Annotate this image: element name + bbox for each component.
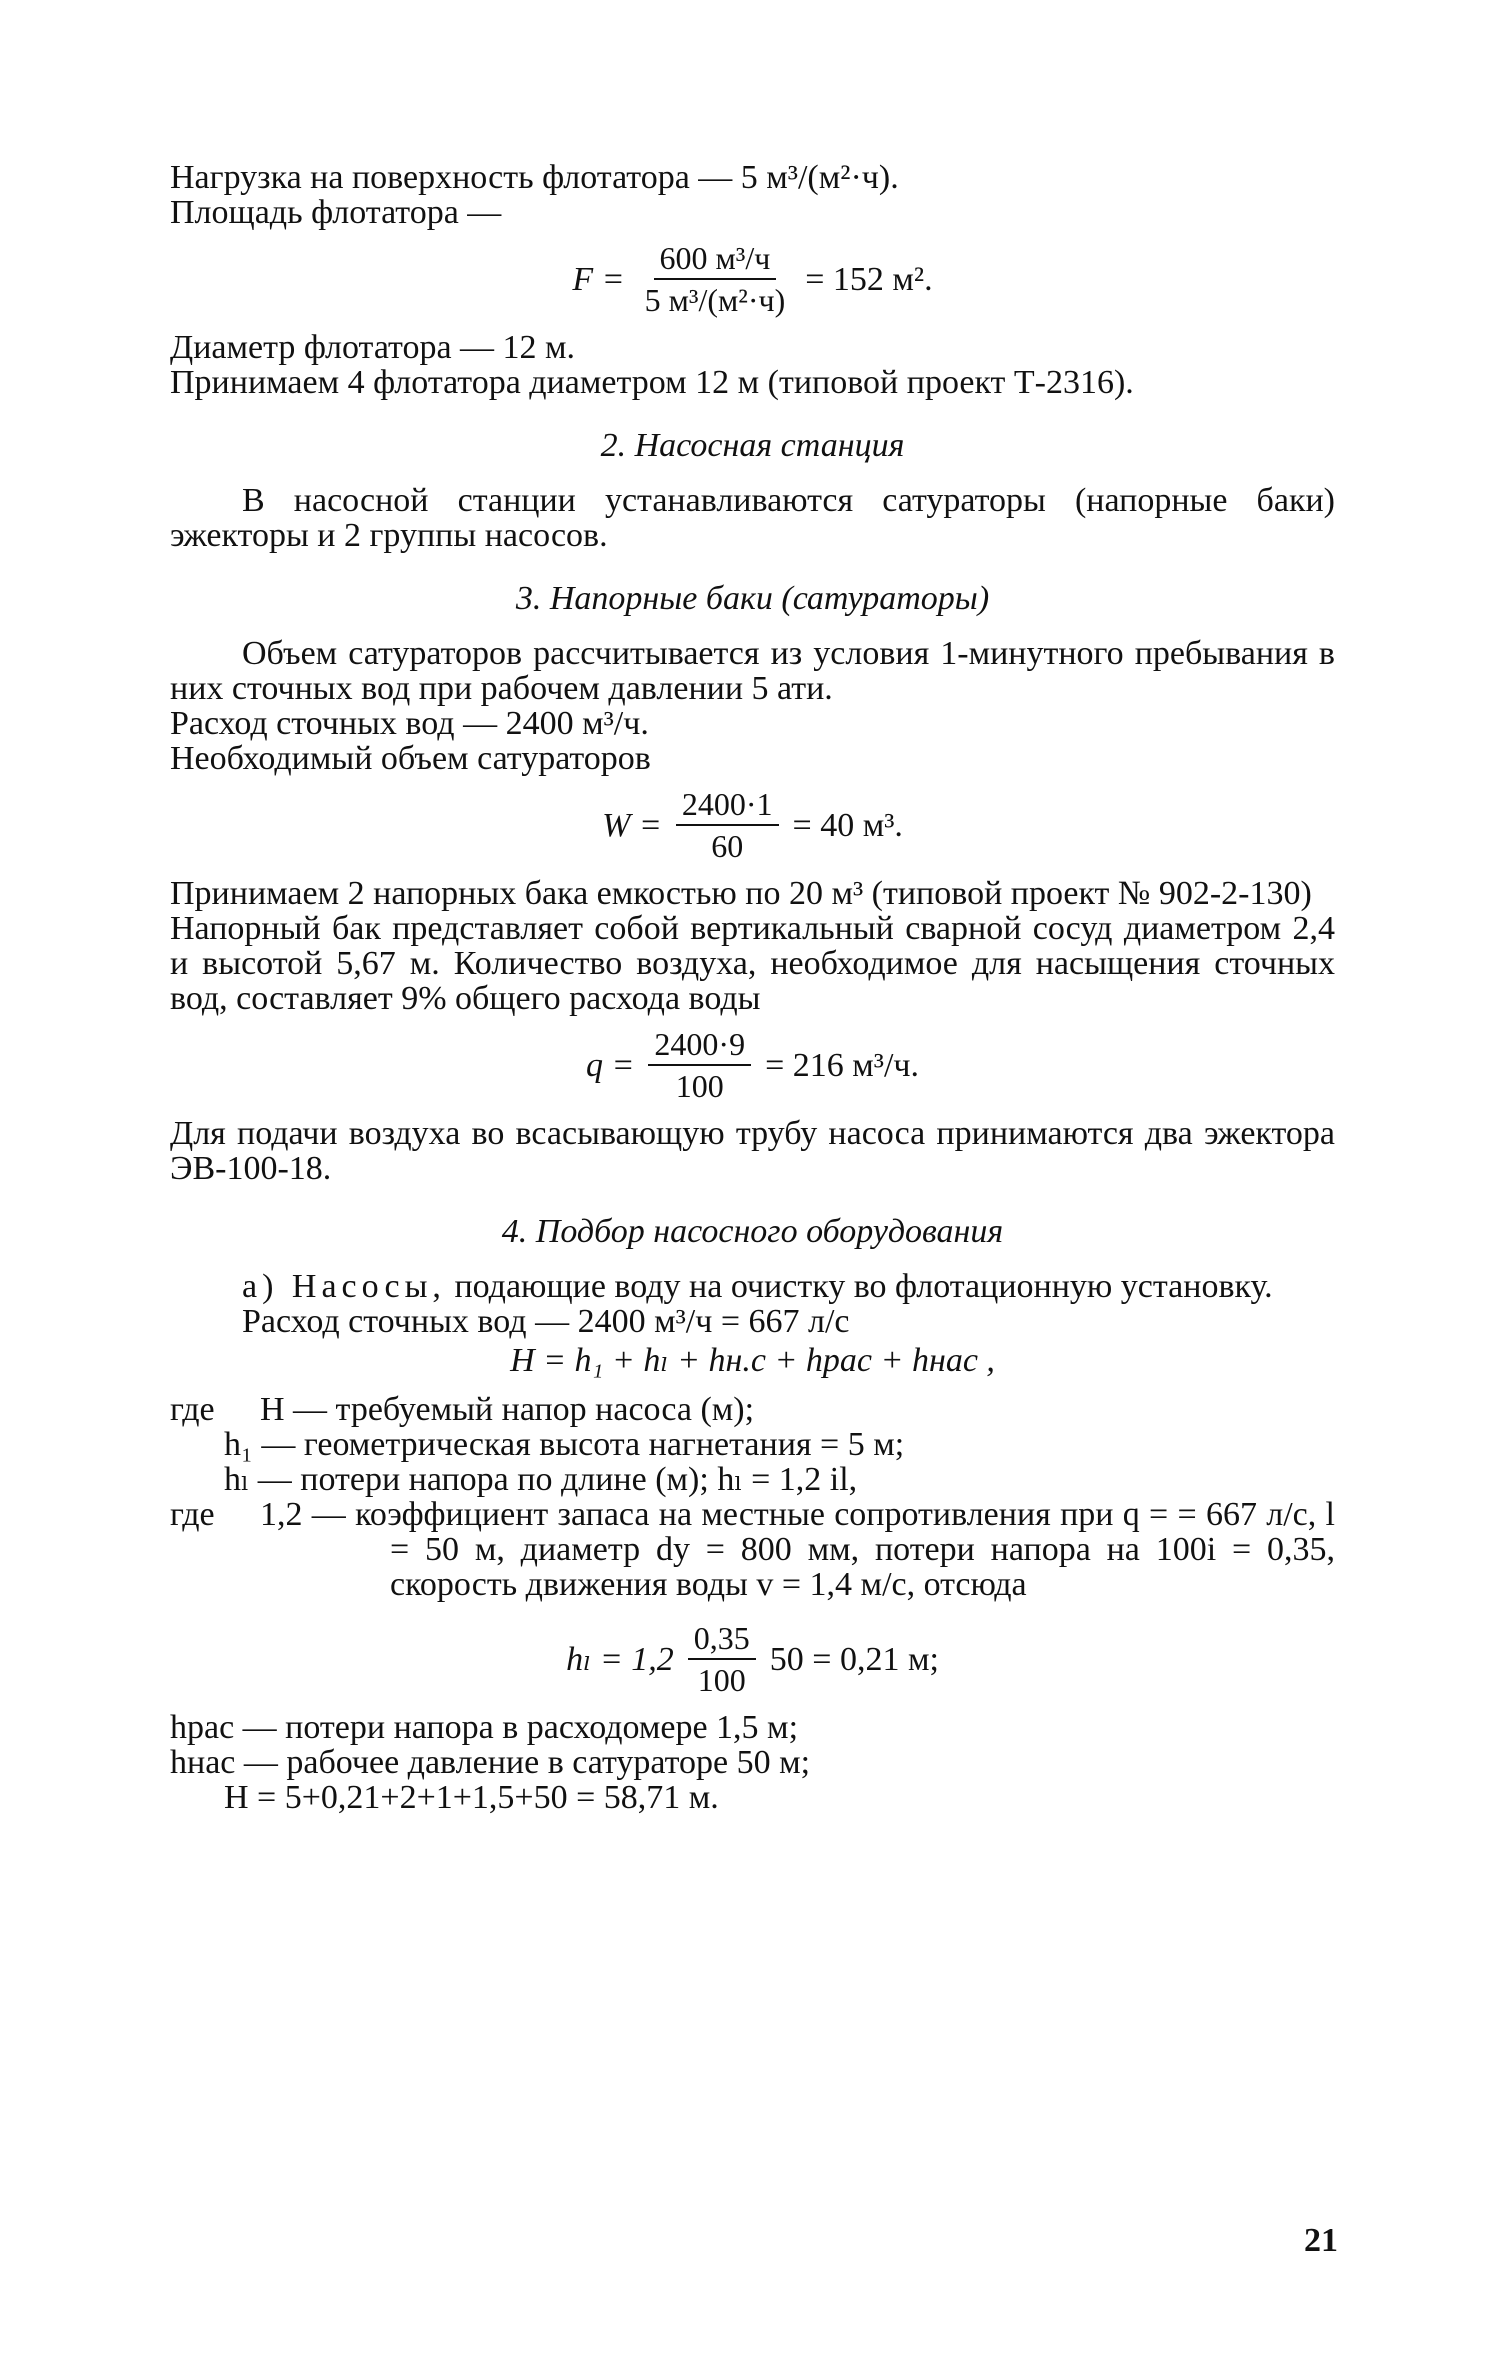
where-5-text: hрас — потери напора в расходомере 1,5 м; xyxy=(170,1709,799,1746)
formula-f-numerator: 600 м³/ч xyxy=(654,238,777,280)
formula-f-denominator: 5 м³/(м²·ч) xyxy=(644,282,786,318)
text-diameter: Диаметр флотатора — 12 м. xyxy=(170,329,576,366)
formula-q-numerator: 2400·9 xyxy=(648,1024,751,1066)
formula-f-rhs: = 152 м². xyxy=(805,260,933,298)
text-accept-flotators: Принимаем 4 флотатора диаметром 12 м (типовой проект Т-2316). xyxy=(170,364,1134,401)
equation-h: H = h₁ + hₗ + hн.с + hрас + hнас , xyxy=(510,1342,995,1379)
formula-f xyxy=(170,238,1335,320)
formula-q-lhs: q = xyxy=(585,1046,635,1084)
formula-f-fraction xyxy=(639,238,792,320)
section-3-p5: Напорный бак представляет собой вертикальный сварной сосуд диаметром 2,4 и высотой 5,67 м. Количество воздуха, необходимое для насыщения сточных вод, составляет 9% общего расхода воды xyxy=(170,910,1335,1017)
section-3-p6: Для подачи воздуха во всасывающую трубу насоса принимаются два эжектора ЭВ-100-18. xyxy=(170,1115,1335,1187)
section-4-flow: Расход сточных вод — 2400 м³/ч = 667 л/с xyxy=(242,1303,850,1340)
page-content xyxy=(170,160,1335,1815)
section-3-p1: Объем сатураторов рассчитывается из условия 1-минутного пребывания в них сточных вод при рабочем давлении 5 ати. xyxy=(170,635,1335,707)
page-number: 21 xyxy=(1304,2222,1338,2259)
where-4-label: где xyxy=(170,1496,215,1533)
formula-q xyxy=(170,1024,1335,1106)
formula-hl-fraction xyxy=(688,1618,756,1700)
where-block-1 xyxy=(170,1392,1335,1427)
where-2-text: h₁ — геометрическая высота нагнетания = 5 м; xyxy=(224,1426,905,1463)
formula-hl-rhs: 50 = 0,21 м; xyxy=(769,1640,939,1678)
formula-f-lhs: F = xyxy=(572,260,625,298)
section-4-a xyxy=(170,1269,1335,1304)
total-h: H = 5+0,21+2+1+1,5+50 = 58,71 м. xyxy=(224,1779,719,1816)
section-4-a-text: подающие воду на очистку во флотационную установку. xyxy=(454,1268,1273,1305)
section-3-p2: Расход сточных вод — 2400 м³/ч. xyxy=(170,705,649,742)
where-3-text: hₗ — потери напора по длине (м); hₗ = 1,2 il, xyxy=(224,1461,858,1498)
section-2-text: В насосной станции устанавливаются сатураторы (напорные баки) эжекторы и 2 группы насосов. xyxy=(170,482,1335,554)
section-3-p3: Необходимый объем сатураторов xyxy=(170,740,651,777)
formula-hl xyxy=(170,1618,1335,1700)
formula-q-rhs: = 216 м³/ч. xyxy=(765,1046,920,1084)
formula-hl-lhs: hₗ = 1,2 xyxy=(566,1640,674,1678)
section-2-title: 2. Насосная станция xyxy=(600,427,905,464)
where-4-text: 1,2 — коэффициент запаса на местные сопротивления при q = = 667 л/с, l = 50 м, диаметр dу = 800 мм, потери напора на 100i = 0,35, скорость движения воды v = 1,4 м/с, отсюда xyxy=(260,1496,1335,1603)
where-6-text: hнас — рабочее давление в сатураторе 50 м; xyxy=(170,1744,811,1781)
section-4-a-label: а) Насосы, xyxy=(242,1268,446,1305)
formula-w-fraction xyxy=(676,784,779,866)
formula-w-numerator: 2400·1 xyxy=(676,784,779,826)
where-block-4 xyxy=(170,1497,1335,1602)
formula-q-denominator: 100 xyxy=(675,1068,724,1104)
text-load: Нагрузка на поверхность флотатора — 5 м³/(м²·ч). xyxy=(170,159,899,196)
section-4-title: 4. Подбор насосного оборудования xyxy=(501,1213,1004,1250)
where-1-text: H — требуемый напор насоса (м); xyxy=(260,1391,755,1428)
formula-w-lhs: W = xyxy=(602,806,662,844)
formula-hl-numerator: 0,35 xyxy=(688,1618,756,1660)
formula-w-denominator: 60 xyxy=(711,828,744,864)
section-3-p4: Принимаем 2 напорных бака емкостью по 20 м³ (типовой проект № 902-2-130) xyxy=(170,875,1312,912)
formula-w xyxy=(170,784,1335,866)
formula-hl-denominator: 100 xyxy=(697,1662,746,1698)
where-1-label: где xyxy=(170,1391,215,1428)
section-3-title: 3. Напорные баки (сатураторы) xyxy=(515,580,990,617)
text-area: Площадь флотатора — xyxy=(170,194,502,231)
formula-w-rhs: = 40 м³. xyxy=(792,806,903,844)
formula-q-fraction xyxy=(648,1024,751,1106)
